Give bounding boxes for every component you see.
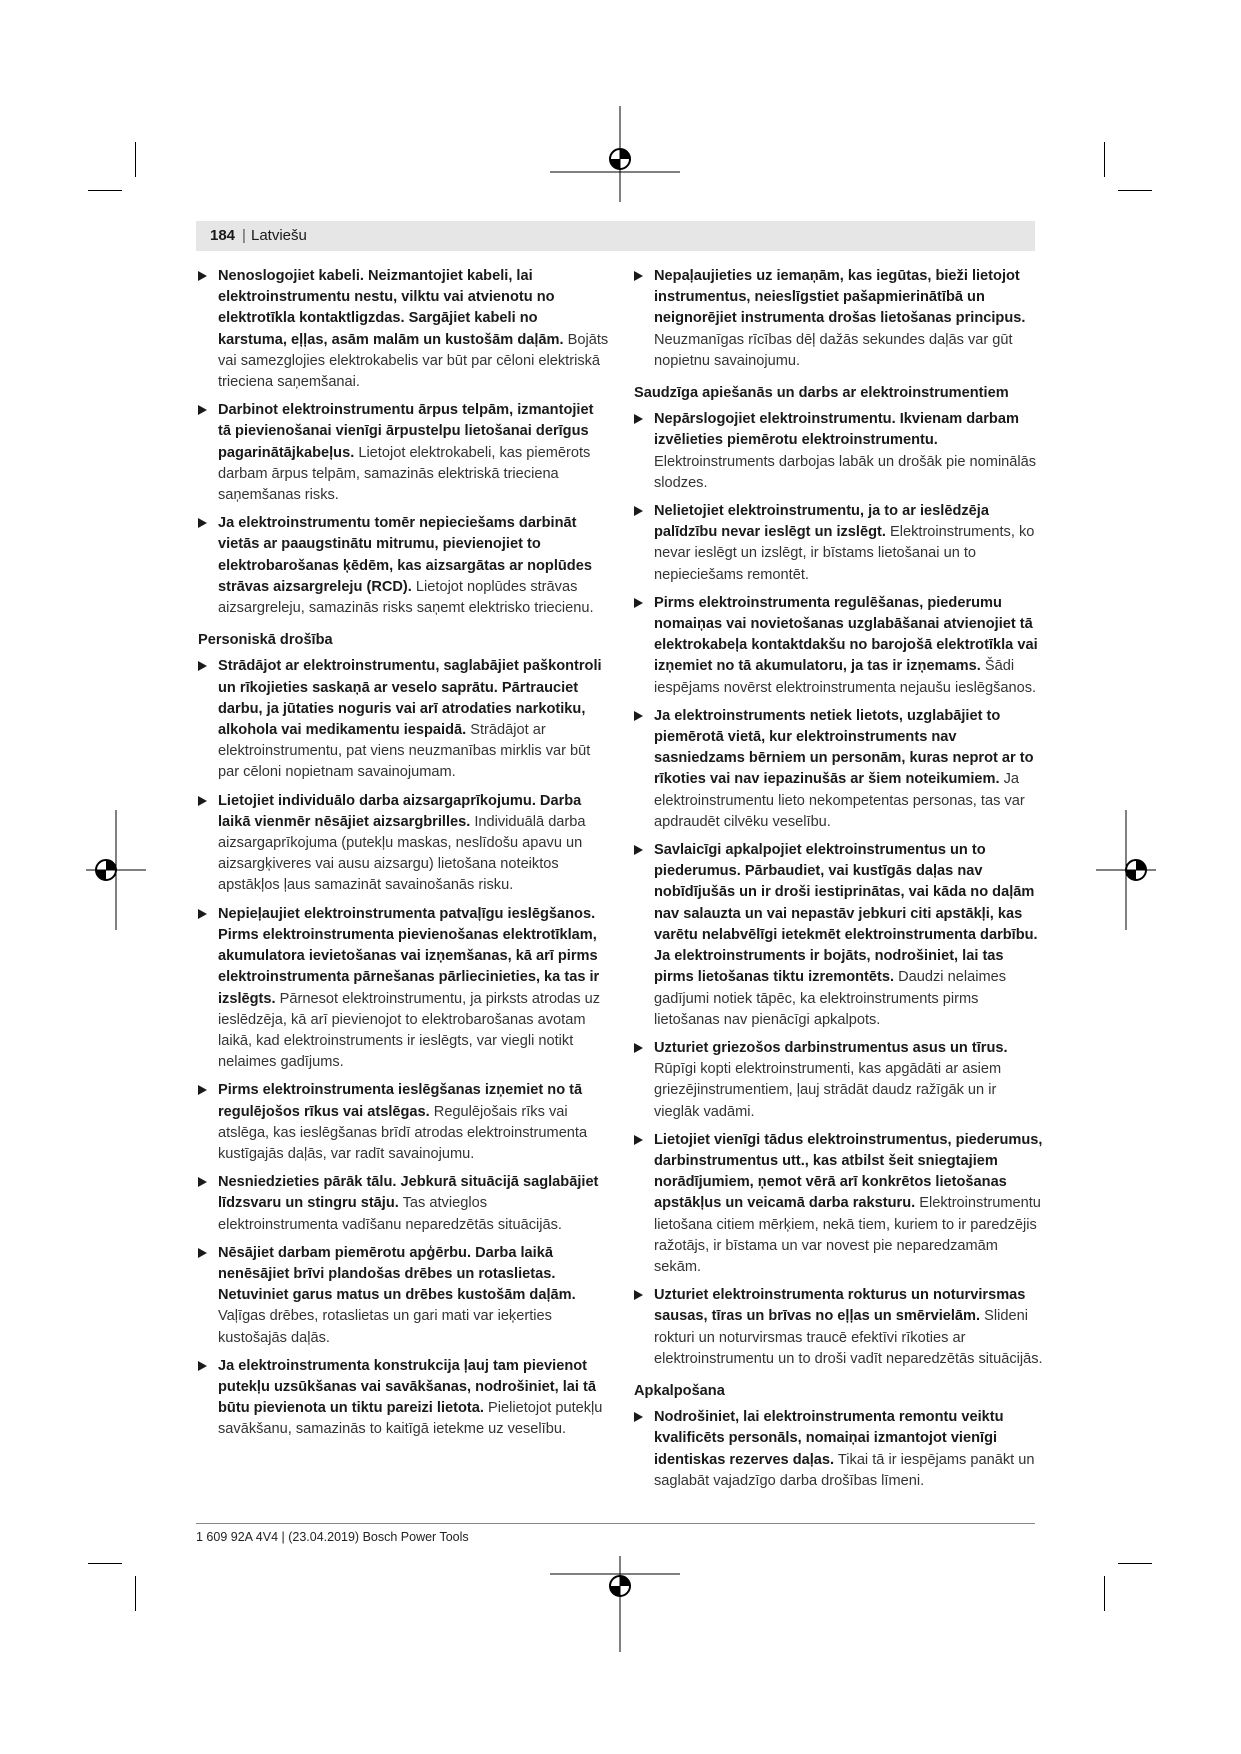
instruction-bold: Lietojiet vienīgi tādus elektroinstrumentus, piederumus, darbinstrumentus utt., kas atbilst šeit sniegtajiem norādījumiem, ņemot vērā arī konkrētos lietošanas apstākļus un veicamā darba raksturu. xyxy=(654,1131,1043,1212)
bullet-arrow-icon xyxy=(198,271,207,281)
bullet-arrow-icon xyxy=(198,1361,207,1371)
crop-mark xyxy=(1118,190,1152,191)
instruction-bold: Ja elektroinstrumentu tomēr nepieciešams darbināt vietās ar paaugstinātu mitrumu, pievienojiet to elektrobarošanas ķēdēm, kas aizsargātas ar noplūdes strāvas aizsargreleju (RCD). xyxy=(218,515,592,595)
bullet-arrow-icon xyxy=(634,414,643,424)
bullet-arrow-icon xyxy=(634,1043,643,1053)
instruction-bold: Darbinot elektroinstrumentu ārpus telpām, izmantojiet tā pievienošanai vienīgi ārpustelpu lietošanai derīgus pagarinātājkabeļus. xyxy=(218,402,594,461)
bullet-arrow-icon xyxy=(634,598,643,608)
instruction-explanation: Lietojot noplūdes strāvas aizsargreleju, samazinās risks saņemt elektrisko triecienu. xyxy=(218,578,594,617)
safety-instruction xyxy=(198,266,610,393)
instruction-explanation: Regulējošais rīks vai atslēga, kas ieslēgšanas brīdī atrodas elektroinstrumenta kustīgajās daļās, var radīt savainojumu. xyxy=(218,1103,588,1162)
page-number: 184 xyxy=(210,227,236,244)
safety-instruction xyxy=(198,1080,610,1165)
section-heading: Personiskā drošība xyxy=(198,632,333,649)
instruction-bold: Pirms elektroinstrumenta regulēšanas, piederumu nomaiņas vai novietošanas uzglabāšanai atvienojiet tā elektrokabeļa kontaktdakšu no barojošā elektrotīkla vai izņemiet no tā akumulatoru, ja tas ir izņemams. xyxy=(654,594,1038,675)
crop-mark xyxy=(1104,1576,1105,1611)
bullet-arrow-icon xyxy=(634,506,643,516)
bullet-arrow-icon xyxy=(198,1085,207,1095)
safety-instruction xyxy=(198,1172,610,1236)
instruction-bold: Nepieļaujiet elektroinstrumenta patvaļīgu ieslēgšanos. Pirms elektroinstrumenta pievienošanas elektrotīklam, akumulatora ievietošanas vai izņemšanas, kā arī pirms elektroinstrumenta pārnešanas pārliecinieties, ka tas ir izslēgts. xyxy=(218,905,600,1007)
crop-mark xyxy=(88,190,122,191)
instruction-bold: Nepaļaujieties uz iemaņām, kas iegūtas, bieži lietojot instrumentus, neieslīgstiet pašapmierinātībā un neignorējiet instrumenta drošas lietošanas principus. xyxy=(654,268,1026,327)
safety-instruction xyxy=(198,1243,610,1349)
bullet-arrow-icon xyxy=(634,711,643,721)
bullet-arrow-icon xyxy=(198,909,207,919)
instruction-bold: Nēsājiet darbam piemērotu apģērbu. Darba laikā nenēsājiet brīvi plandošas drēbes un rotaslietas. Netuviniet garus matus un drēbes kustošām daļām. xyxy=(218,1244,576,1304)
safety-instruction xyxy=(198,656,610,783)
instruction-explanation: Rūpīgi kopti elektroinstrumenti, kas apgādāti ar asiem griezējinstrumentiem, ļauj strādāt daudz ražīgāk un ir vieglāk vadāmi. xyxy=(654,1061,1002,1120)
instruction-bold: Nodrošiniet, lai elektroinstrumenta remontu veiktu kvalificēts personāls, nomaiņai izmantojot vienīgi identiskas rezerves daļas. xyxy=(654,1409,1004,1468)
safety-instruction xyxy=(634,1407,1044,1492)
footer-rule xyxy=(196,1523,1035,1524)
safety-instruction xyxy=(198,791,610,897)
page-header xyxy=(196,221,1035,251)
instruction-bold: Strādājot ar elektroinstrumentu, saglabājiet paškontroli un rīkojieties saskaņā ar veselo saprātu. Pārtrauciet darbu, ja jūtaties noguris vai arī atrodaties narkotiku, alkohola vai medikamentu iespaidā. xyxy=(218,658,602,739)
crop-mark xyxy=(88,1563,122,1564)
instruction-explanation: Neuzmanīgas rīcības dēļ dažās sekundes daļās var gūt nopietnu savainojumu. xyxy=(654,331,1013,369)
section-heading: Apkalpošana xyxy=(634,1382,725,1399)
instruction-bold: Uzturiet elektroinstrumenta rokturus un noturvirsmas sausas, tīras un brīvas no eļļas un smērvielām. xyxy=(654,1287,1026,1325)
registration-mark-left xyxy=(86,810,146,930)
safety-instruction xyxy=(198,904,610,1074)
safety-instruction xyxy=(634,1285,1044,1370)
bullet-arrow-icon xyxy=(634,271,643,281)
instruction-explanation: Elektroinstrumentu lietošana citiem mērķiem, nekā tiem, kuriem to ir paredzējis ražotājs, ir bīstama un var novest pie neparedzamām sekām. xyxy=(654,1195,1041,1275)
section-heading: Saudzīga apiešanās un darbs ar elektroinstrumentiem xyxy=(634,385,1009,402)
instruction-bold: Nepārslogojiet elektroinstrumentu. Ikvienam darbam izvēlieties piemērotu elektroinstrumentu. xyxy=(654,411,1019,449)
safety-instruction xyxy=(198,513,610,619)
crop-mark xyxy=(135,1576,136,1611)
instruction-bold: Pirms elektroinstrumenta ieslēgšanas izņemiet no tā regulējošos rīkus vai atslēgas. xyxy=(218,1082,583,1120)
header-separator: | xyxy=(242,227,246,244)
instruction-explanation: Tikai tā ir iespējams panākt un saglabāt vajadzīgo darba drošības līmeni. xyxy=(654,1451,1035,1489)
instruction-explanation: Daudzi nelaimes gadījumi notiek tāpēc, ka elektroinstruments pirms lietošanas nav pienācīgi apkalpots. xyxy=(654,969,1007,1028)
bullet-arrow-icon xyxy=(634,845,643,855)
instruction-explanation: Pārnesot elektroinstrumentu, ja pirksts atrodas uz ieslēdzēja, kā arī pievienojot to elektrobarošanas avotam laikā, kad elektroinstruments ir ieslēgts, var viegli notikt nelaimes gadījums. xyxy=(218,990,601,1071)
left-column xyxy=(198,266,610,1448)
instruction-explanation: Strādājot ar elektroinstrumentu, pat viens neuzmanības mirklis var būt par cēloni nopietnam savainojumam. xyxy=(218,722,591,781)
instruction-explanation: Lietojot elektrokabeli, kas piemērots darbam ārpus telpām, samazinās elektriskā trieciena saņemšanas risks. xyxy=(218,444,591,504)
safety-instruction xyxy=(634,501,1044,586)
instruction-explanation: Vaļīgas drēbes, rotaslietas un gari mati var ieķerties kustošajās daļās. xyxy=(218,1308,552,1346)
registration-mark-bottom xyxy=(550,1556,690,1652)
instruction-explanation: Šādi iespējams novērst elektroinstrumenta nejaušu ieslēgšanos. xyxy=(654,658,1037,696)
bullet-arrow-icon xyxy=(198,518,207,528)
safety-instruction xyxy=(198,1356,610,1441)
instruction-bold: Uzturiet griezošos darbinstrumentus asus un tīrus. xyxy=(654,1039,1008,1056)
instruction-explanation: Slideni rokturi un noturvirsmas traucē efektīvi rīkoties ar elektroinstrumentu un to droši vadīt neparedzētās situācijās. xyxy=(654,1308,1043,1367)
instruction-explanation: Elektroinstruments, ko nevar ieslēgt un izslēgt, ir bīstams lietošanai un to nepieciešams remontēt. xyxy=(654,524,1035,583)
instruction-bold: Savlaicīgi apkalpojiet elektroinstrumentus un to piederumus. Pārbaudiet, vai kustīgās daļas nav nobīdījušās un ir droši iestiprinātas, vai kāda no daļām nav salauzta un vai nepastāv jebkuri citi apstākļi, kas varētu nelabvēlīgi ietekmēt elektroinstrumenta darbību. Ja elektroinstruments ir bojāts, nodrošiniet, lai tas pirms lietošanas tiktu izremontēts. xyxy=(654,842,1038,986)
safety-instruction xyxy=(198,400,610,506)
safety-instruction xyxy=(634,266,1044,372)
instruction-bold: Ja elektroinstrumenta konstrukcija ļauj tam pievienot putekļu uzsūkšanas vai savākšanas, nodrošiniet, lai tā būtu pievienota un tiktu pareizi lietota. xyxy=(218,1357,596,1417)
bullet-arrow-icon xyxy=(198,661,207,671)
registration-mark-right xyxy=(1096,810,1156,930)
bullet-arrow-icon xyxy=(198,1177,207,1187)
bullet-arrow-icon xyxy=(634,1135,643,1145)
instruction-explanation: Ja elektroinstrumentu lieto nekompetentas personas, tas var apdraudēt cilvēku veselību. xyxy=(654,771,1025,830)
safety-instruction xyxy=(634,706,1044,833)
instruction-bold: Nesniedzieties pārāk tālu. Jebkurā situācijā saglabājiet līdzsvaru un stingru stāju. xyxy=(218,1174,599,1212)
safety-instruction xyxy=(634,593,1044,699)
safety-instruction xyxy=(634,840,1044,1031)
crop-mark xyxy=(1118,1563,1152,1564)
safety-instruction xyxy=(634,1038,1044,1123)
instruction-explanation: Pielietojot putekļu savākšanu, samazinās to kaitīgā ietekme uz veselību. xyxy=(218,1400,603,1438)
instruction-bold: Nelietojiet elektroinstrumentu, ja to ar ieslēdzēja palīdzību nevar ieslēgt un izslēgt. xyxy=(654,503,989,541)
instruction-explanation: Bojāts vai samezglojies elektrokabelis var būt par cēloni elektriskā trieciena saņemšanai. xyxy=(218,331,609,391)
safety-instruction xyxy=(634,1130,1044,1278)
bullet-arrow-icon xyxy=(634,1412,643,1422)
safety-instruction xyxy=(634,409,1044,494)
bullet-arrow-icon xyxy=(198,796,207,806)
bullet-arrow-icon xyxy=(198,405,207,415)
bullet-arrow-icon xyxy=(198,1248,207,1258)
instruction-bold: Lietojiet individuālo darba aizsargaprīkojumu. Darba laikā vienmēr nēsājiet aizsargbrilles. xyxy=(218,792,582,830)
registration-mark-top xyxy=(550,106,690,202)
crop-mark xyxy=(1104,142,1105,177)
right-column xyxy=(634,266,1044,1499)
instruction-explanation: Individuālā darba aizsargaprīkojuma (putekļu maskas, neslīdošu apavu un aizsargķiveres vai ausu aizsargu) lietošana noteiktos apstākļos ļaus samazināt savainošanās risku. xyxy=(218,813,586,894)
bullet-arrow-icon xyxy=(634,1290,643,1300)
instruction-bold: Ja elektroinstruments netiek lietots, uzglabājiet to piemērotā vietā, kur elektroinstruments nav sasniedzams bērniem un personām, kuras neprot ar to rīkoties vai nav iepazinušās ar šiem noteikumiem. xyxy=(654,707,1034,788)
instruction-explanation: Tas atvieglos elektroinstrumenta vadīšanu neparedzētās situācijās. xyxy=(218,1195,562,1233)
instruction-explanation: Elektroinstruments darbojas labāk un drošāk pie nominālās slodzes. xyxy=(654,453,1037,491)
page-footer: 1 609 92A 4V4 | (23.04.2019) Bosch Power Tools xyxy=(196,1530,469,1544)
header-language: Latviešu xyxy=(251,227,307,244)
instruction-bold: Nenoslogojiet kabeli. Neizmantojiet kabeli, lai elektroinstrumentu nestu, vilktu vai atvienotu no elektrotīkla kontaktligzdas. Sargājiet kabeli no karstuma, eļļas, asām malām un kustošām daļām. xyxy=(218,268,564,348)
crop-mark xyxy=(135,142,136,177)
